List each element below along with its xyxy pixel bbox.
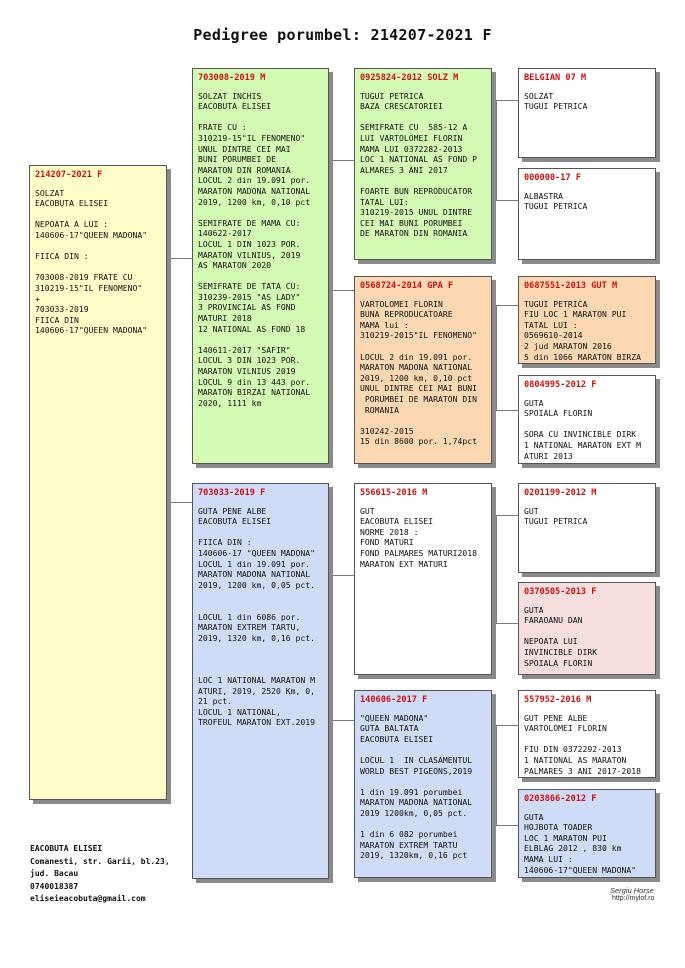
detail-line: LOC 1 MARATON PUI (524, 832, 607, 843)
detail-line: 2019, 1200 km, 0,10 pct (198, 196, 311, 207)
detail-line: MARATON MADONA NATIONAL (360, 362, 473, 373)
connector (168, 258, 169, 502)
detail-line: FIICA DIN (35, 314, 79, 325)
detail-line: GUT PENE ALBE (524, 712, 588, 723)
detail-line (524, 419, 650, 430)
detail-line: SPOIALA FLORIN (524, 657, 593, 668)
subject-card (29, 165, 167, 800)
detail-line: EACOBUTA ELISEI (198, 101, 272, 112)
dam-sire-details (360, 506, 486, 570)
ds-sire-card (518, 483, 656, 573)
detail-line: EACOBUTA ELISEI (360, 733, 434, 744)
detail-line: LOCUL 3 DIN 1023 POR. (198, 355, 301, 366)
connector (496, 410, 518, 411)
detail-line: UNUL DINTRE CEI MAI BUNI (360, 383, 477, 394)
detail-line: LUI VARTOLOMEI FLORIN (360, 132, 463, 143)
ss-sire-card (518, 68, 656, 158)
detail-line: SOLZAT INCHIS (198, 90, 262, 101)
detail-line (360, 744, 486, 755)
detail-line: 2019, 1320 km, 0,16 pct. (198, 632, 315, 643)
connector (496, 305, 497, 410)
detail-line: TROFEUL MARATON EXT.2019 (198, 717, 315, 728)
detail-line: 15 din 8600 por. 1,74pct (360, 436, 477, 447)
detail-line: LOCUL 2 din 19.091 por. (360, 351, 473, 362)
detail-line: 3 PROVINCIAL AS FOND (198, 302, 296, 313)
connector (168, 258, 192, 259)
detail-line: 2019, 1200 km, 0,10 pct (360, 372, 473, 383)
detail-line: FRATE CU : (198, 122, 247, 133)
detail-line: DE MARATON DIN ROMANIA (360, 228, 468, 239)
connector (330, 575, 354, 576)
sire-details (198, 91, 323, 409)
connector (330, 290, 354, 291)
detail-line (360, 341, 486, 352)
detail-line: ALMARES 3 ANI 2017 (360, 164, 448, 175)
detail-line: ALBASTRA (524, 190, 563, 201)
dam-dam-details (360, 713, 486, 861)
detail-line: LOC 1 NATIONAL MARATON M (198, 675, 315, 686)
ds-sire-details (524, 506, 650, 527)
detail-line: TUGUI PETRICA (360, 90, 424, 101)
detail-line: SEMIFRATE DE TATA CU: (198, 281, 301, 292)
detail-line: 140606-17 "QUEEN MADONA" (198, 547, 315, 558)
dam-details (198, 506, 323, 728)
detail-line: 140606-17"QUEEN MADONA" (35, 229, 148, 240)
detail-line: 140611-2017 "SAFIR" (198, 344, 291, 355)
detail-line: 140622-2017 (198, 228, 252, 239)
detail-line: VARTOLOMEI FLORIN (360, 298, 443, 309)
detail-line: FIICA DIN : (35, 251, 89, 262)
detail-line: PALMARES 3 ANI 2017-2018 (524, 765, 641, 776)
detail-line (524, 734, 650, 745)
detail-line (360, 112, 486, 123)
sire-card (192, 68, 329, 464)
detail-line (360, 819, 486, 830)
dd-sire-card (518, 690, 656, 778)
ds-dam-card (518, 582, 656, 675)
detail-line: 1 NATIONAL MARATON EXT M (524, 439, 641, 450)
sire-sire-card (354, 68, 492, 260)
detail-line: CEI MAI BUNI PORUMBEI (360, 217, 463, 228)
detail-line: MARATON MADONA NATIONAL (360, 797, 473, 808)
detail-line: MARATON VILNIUS, 2019 (198, 249, 301, 260)
detail-line: 310219-2015 UNUL DINTRE (360, 207, 473, 218)
detail-line: INVINCIBLE DIRK (524, 646, 598, 657)
detail-line: FIU LOC 1 MARATON PUI (524, 309, 627, 320)
connector (496, 725, 518, 726)
detail-line: 1 din 6 082 porumbei (360, 829, 458, 840)
detail-line (198, 590, 323, 601)
dam-card (192, 483, 329, 879)
detail-line: GUTA BALTATA (360, 723, 419, 734)
owner-phone: 0740018387 (30, 881, 79, 891)
detail-line: MATURI 2018 (198, 313, 252, 324)
detail-line: 21 pct. (198, 696, 233, 707)
owner-name: EACOBUTA ELISEI (30, 844, 103, 853)
sd-dam-details (524, 398, 650, 462)
detail-line: MARATON MADONA NATIONAL (198, 185, 311, 196)
detail-line: NORME 2018 : (360, 526, 419, 537)
detail-line: LOCUL 1 din 6086 por. (198, 611, 301, 622)
sire-dam-ring: 0568724-2014 GPA F (360, 281, 454, 291)
detail-line: MARATON EXTREM TARTU (360, 839, 458, 850)
dam-dam-ring: 140606-2017 F (360, 695, 428, 705)
detail-line: ELBLAG 2012 , 830 km (524, 843, 622, 854)
detail-line: MAMA LUI 0372282-2013 (360, 143, 463, 154)
detail-line: TUGUI PETRICA (524, 298, 588, 309)
detail-line: 2019, 1200 km, 0,05 pct. (198, 579, 315, 590)
detail-line: SOLZAT (35, 187, 65, 198)
detail-line: ATURI, 2019, 2520 Km, 0, (198, 685, 315, 696)
detail-line: 703008-2019 FRATE CU (35, 272, 133, 283)
connector (168, 502, 192, 503)
detail-line: GUT (524, 505, 539, 516)
detail-line: FIICA DIN : (198, 537, 252, 548)
detail-line: 1 NATIONAL AS MARATON (524, 754, 627, 765)
detail-line (360, 776, 486, 787)
ss-dam-details (524, 191, 650, 212)
detail-line: FARAOANU DAN (524, 615, 583, 626)
connector (496, 515, 497, 623)
sire-sire-details (360, 91, 486, 239)
detail-line: LOCUL 1 NATIONAL, (198, 706, 281, 717)
sire-dam-card (354, 276, 492, 464)
detail-line (198, 643, 323, 654)
detail-line: SPOIALA FLORIN (524, 408, 593, 419)
detail-line (198, 112, 323, 123)
dd-dam-card (518, 789, 656, 878)
dd-dam-ring: 0203866-2012 F (524, 794, 597, 804)
connector (330, 160, 354, 161)
connector (496, 825, 518, 826)
ss-dam-card (518, 168, 656, 260)
dd-dam-details (524, 812, 650, 876)
sd-sire-details (524, 299, 650, 363)
detail-line: 140606-17"QUEEN MADONA" (35, 325, 148, 336)
detail-line: FOND MATURI (360, 537, 414, 548)
detail-line: BUNA REPRODUCATOARE (360, 309, 453, 320)
detail-line: UNUL DINTRE CEI MAI (198, 143, 291, 154)
dd-sire-ring: 557952-2016 M (524, 695, 592, 705)
owner-email[interactable]: eliseieacobuta@gmail.com (30, 894, 146, 903)
dam-dam-card (354, 690, 492, 878)
connector (330, 160, 331, 290)
detail-line (198, 654, 323, 665)
sire-dam-details (360, 299, 486, 447)
detail-line: MARATON DIN ROMANIA (198, 164, 291, 175)
detail-line: 310219-15"IL FENOMENO" (35, 282, 143, 293)
detail-line: 12 NATIONAL AS FOND 18 (198, 323, 306, 334)
detail-line: 310219-2015"IL FENOMENO" (360, 330, 477, 341)
detail-line: "QUEEN MADONA" (360, 712, 429, 723)
detail-line: LOCUL 1 IN CLASAMENTUL (360, 754, 473, 765)
detail-line: ROMANIA (360, 404, 399, 415)
detail-line (198, 271, 323, 282)
detail-line: VARTOLOMEI FLORIN (524, 723, 607, 734)
detail-line: SEMIFRATE DE MAMA CU: (198, 217, 301, 228)
detail-line: 140606-17"QUEEN MADONA" (524, 864, 637, 875)
detail-line (198, 527, 323, 538)
detail-line: 1 din 19.091 porumbei (360, 786, 463, 797)
detail-line (35, 241, 161, 252)
detail-line (35, 262, 161, 273)
sire-ring: 703008-2019 M (198, 73, 266, 83)
dd-sire-details (524, 713, 650, 777)
detail-line: GUTA (524, 397, 544, 408)
detail-line (198, 334, 323, 345)
connector (496, 515, 518, 516)
detail-line: EACOBUTA ELISEI (360, 516, 434, 527)
connector (330, 575, 331, 720)
detail-line: GUT (360, 505, 375, 516)
detail-line: FOND PALMARES MATURI2018 (360, 547, 477, 558)
detail-line: TUGUI PETRICA (524, 201, 588, 212)
detail-line: SOLZAT (524, 90, 554, 101)
detail-line: LOCUL 1 din 19.091 por. (198, 558, 311, 569)
detail-line: HOJBOTA TOADER (524, 822, 593, 833)
detail-line: TUGUI PETRICA (524, 101, 588, 112)
dam-ring: 703033-2019 F (198, 488, 266, 498)
detail-line: MAMA lui : (360, 319, 409, 330)
detail-line: + (35, 293, 40, 304)
detail-line: TUGUI PETRICA (524, 516, 588, 527)
detail-line (198, 665, 323, 676)
detail-line: EACOBUTA ELISEI (35, 198, 109, 209)
connector (496, 100, 518, 101)
connector (496, 200, 518, 201)
detail-line: EACOBUTA ELISEI (198, 516, 272, 527)
ss-sire-ring: BELGIAN 07 M (524, 73, 587, 83)
detail-line: 2019, 1320km, 0,16 pct (360, 850, 468, 861)
detail-line: LOCUL 1 DIN 1023 POR. (198, 238, 301, 249)
connector (496, 725, 497, 825)
detail-line: ATURI 2013 (524, 450, 573, 461)
detail-line (198, 601, 323, 612)
connector (330, 720, 354, 721)
detail-line: WORLD BEST PIGEONS,2019 (360, 765, 473, 776)
detail-line (360, 415, 486, 426)
detail-line: 2 jud MARATON 2016 (524, 340, 612, 351)
subject-ring: 214207-2021 F (35, 170, 103, 180)
connector (496, 100, 497, 200)
detail-line: MAMA LUI : (524, 853, 573, 864)
dam-sire-ring: 556615-2016 M (360, 488, 428, 498)
detail-line: PORUMBEI DE MARATON DIN (360, 393, 477, 404)
detail-line: TATAL LUI: (360, 196, 409, 207)
sd-dam-card (518, 375, 656, 464)
detail-line: MARATON MADONA NATIONAL (198, 569, 311, 580)
owner-address: Comanesti, str. Garii, bl.23, (30, 856, 170, 866)
detail-line (360, 175, 486, 186)
detail-line: MARATON BIRZAI NATIONAL (198, 387, 311, 398)
detail-line (524, 626, 650, 637)
connector (496, 623, 518, 624)
detail-line: 310242-2015 (360, 425, 414, 436)
detail-line: 310219-15"IL FENOMENO" (198, 132, 306, 143)
sd-sire-card (518, 276, 656, 364)
detail-line: NEPOATA A LUI : (35, 219, 109, 230)
detail-line: 5 din 1066 MARATON BIRZA (524, 351, 641, 362)
detail-line: FIU DIN 0372292-2013 (524, 744, 622, 755)
detail-line: MARATON EXT MATURI (360, 558, 448, 569)
detail-line: GUTA (524, 604, 544, 615)
detail-line: BUNI PORUMBEI DE (198, 154, 276, 165)
detail-line: SORA CU INVINCIBLE DIRK (524, 429, 637, 440)
detail-line: 2020, 1111 km (198, 397, 262, 408)
signature: Sergiu Horse (610, 886, 654, 895)
detail-line (198, 207, 323, 218)
owner-contact (30, 843, 170, 906)
detail-line: NEPOATA LUI (524, 636, 578, 647)
detail-line: GUTA PENE ALBE (198, 505, 267, 516)
detail-line: BAZA CRESCATORIEI (360, 101, 443, 112)
sd-dam-ring: 0804995-2012 F (524, 380, 597, 390)
detail-line: 310239-2015 "AS LADY" (198, 291, 301, 302)
sire-sire-ring: 0925824-2012 SOLZ M (360, 73, 459, 83)
detail-line: AS MARATON 2020 (198, 260, 272, 271)
ds-sire-ring: 0201199-2012 M (524, 488, 597, 498)
detail-line: LOCUL 2 din 19.091 por. (198, 175, 311, 186)
detail-line: FOARTE BUN REPRODUCATOR (360, 185, 473, 196)
connector (496, 305, 518, 306)
subject-details (35, 188, 161, 336)
detail-line: MARATON EXTREM TARTU, (198, 622, 301, 633)
ds-dam-details (524, 605, 650, 669)
ss-sire-details (524, 91, 650, 112)
detail-line: SEMIFRATE CU 585-12 A (360, 122, 468, 133)
detail-line: 0569610-2014 (524, 330, 583, 341)
detail-line: MARATON VILNIUS 2019 (198, 366, 296, 377)
ss-dam-ring: 000000-17 F (524, 173, 581, 183)
detail-line: TATAL LUI : (524, 319, 578, 330)
dam-sire-card (354, 483, 492, 675)
sd-sire-ring: 0687551-2013 GUT M (524, 281, 618, 291)
detail-line: LOC 1 NATIONAL AS FOND P (360, 154, 477, 165)
page-title: Pedigree porumbel: 214207-2021 F (193, 26, 492, 44)
website-link[interactable]: http://mylof.ro (612, 895, 655, 902)
owner-county: jud. Bacau (30, 869, 79, 878)
detail-line: GUTA (524, 811, 544, 822)
detail-line (35, 209, 161, 220)
detail-line: 703033-2019 (35, 304, 89, 315)
ds-dam-ring: 0370505-2013 F (524, 587, 597, 597)
detail-line: LOCUL 9 din 13 443 por. (198, 376, 311, 387)
detail-line: 2019 1200km, 0,05 pct. (360, 807, 468, 818)
